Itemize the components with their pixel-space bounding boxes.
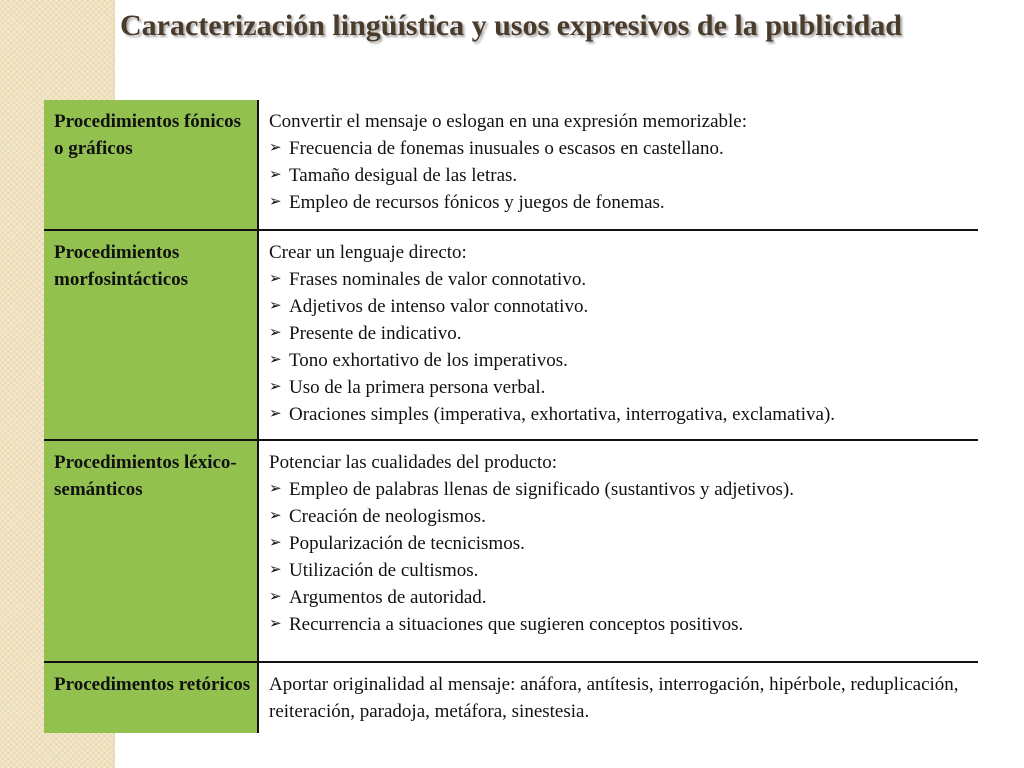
arrow-bullet-icon: ➢ — [269, 140, 282, 156]
description-intro: Potenciar las cualidades del producto: — [269, 452, 558, 473]
arrow-bullet-icon: ➢ — [269, 535, 282, 551]
description-cell — [258, 230, 978, 440]
description-cell — [258, 662, 978, 733]
arrow-bullet-icon: ➢ — [269, 194, 282, 210]
list-item-text: Empleo de recursos fónicos y juegos de fonemas. — [289, 192, 665, 213]
list-item — [269, 584, 968, 611]
arrow-bullet-icon: ➢ — [269, 298, 282, 314]
list-item-text: Presente de indicativo. — [289, 323, 462, 344]
arrow-bullet-icon: ➢ — [269, 589, 282, 605]
category-cell: Procedimentos retóricos — [44, 662, 258, 733]
category-cell: Procedimientos morfosintácticos — [44, 230, 258, 440]
list-item-text: Creación de neologismos. — [289, 506, 486, 527]
category-cell: Procedimientos fónicos o gráficos — [44, 100, 258, 230]
arrow-bullet-icon: ➢ — [269, 271, 282, 287]
description-intro: Aportar originalidad al mensaje: anáfora, antítesis, interrogación, hipérbole, reduplicación, reiteración, paradoja, metáfora, sinestesia. — [269, 674, 959, 722]
table-row — [44, 230, 978, 440]
category-cell: Procedimientos léxico-semánticos — [44, 440, 258, 662]
list-item — [269, 611, 968, 638]
list-item — [269, 557, 968, 584]
list-item — [269, 189, 968, 216]
arrow-bullet-icon: ➢ — [269, 481, 282, 497]
content-table — [44, 100, 978, 733]
arrow-bullet-icon: ➢ — [269, 352, 282, 368]
list-item-text: Adjetivos de intenso valor connotativo. — [289, 296, 589, 317]
bullet-list — [269, 476, 968, 638]
list-item-text: Empleo de palabras llenas de significado (sustantivos y adjetivos). — [289, 479, 794, 500]
list-item — [269, 476, 968, 503]
list-item — [269, 135, 968, 162]
description-cell — [258, 440, 978, 662]
list-item — [269, 293, 968, 320]
list-item — [269, 266, 968, 293]
list-item — [269, 320, 968, 347]
bullet-list — [269, 266, 968, 428]
table-row — [44, 100, 978, 230]
list-item-text: Recurrencia a situaciones que sugieren conceptos positivos. — [289, 614, 744, 635]
list-item-text: Tamaño desigual de las letras. — [289, 165, 518, 186]
list-item-text: Frases nominales de valor connotativo. — [289, 269, 587, 290]
list-item-text: Utilización de cultismos. — [289, 560, 479, 581]
list-item-text: Argumentos de autoridad. — [289, 587, 487, 608]
slide-title: Caracterización lingüística y usos expresivos de la publicidad — [120, 9, 902, 42]
arrow-bullet-icon: ➢ — [269, 406, 282, 422]
list-item-text: Oraciones simples (imperativa, exhortativa, interrogativa, exclamativa). — [289, 404, 836, 425]
list-item — [269, 401, 968, 428]
arrow-bullet-icon: ➢ — [269, 616, 282, 632]
description-cell — [258, 100, 978, 230]
description-intro: Crear un lenguaje directo: — [269, 242, 467, 263]
arrow-bullet-icon: ➢ — [269, 562, 282, 578]
list-item — [269, 162, 968, 189]
list-item-text: Uso de la primera persona verbal. — [289, 377, 546, 398]
arrow-bullet-icon: ➢ — [269, 325, 282, 341]
list-item — [269, 530, 968, 557]
arrow-bullet-icon: ➢ — [269, 167, 282, 183]
bullet-list — [269, 135, 968, 216]
arrow-bullet-icon: ➢ — [269, 379, 282, 395]
table-row — [44, 662, 978, 733]
description-intro: Convertir el mensaje o eslogan en una expresión memorizable: — [269, 111, 748, 132]
list-item-text: Tono exhortativo de los imperativos. — [289, 350, 568, 371]
list-item — [269, 374, 968, 401]
table-row — [44, 440, 978, 662]
arrow-bullet-icon: ➢ — [269, 508, 282, 524]
list-item — [269, 347, 968, 374]
list-item-text: Frecuencia de fonemas inusuales o escasos en castellano. — [289, 138, 724, 159]
list-item-text: Popularización de tecnicismos. — [289, 533, 525, 554]
list-item — [269, 503, 968, 530]
